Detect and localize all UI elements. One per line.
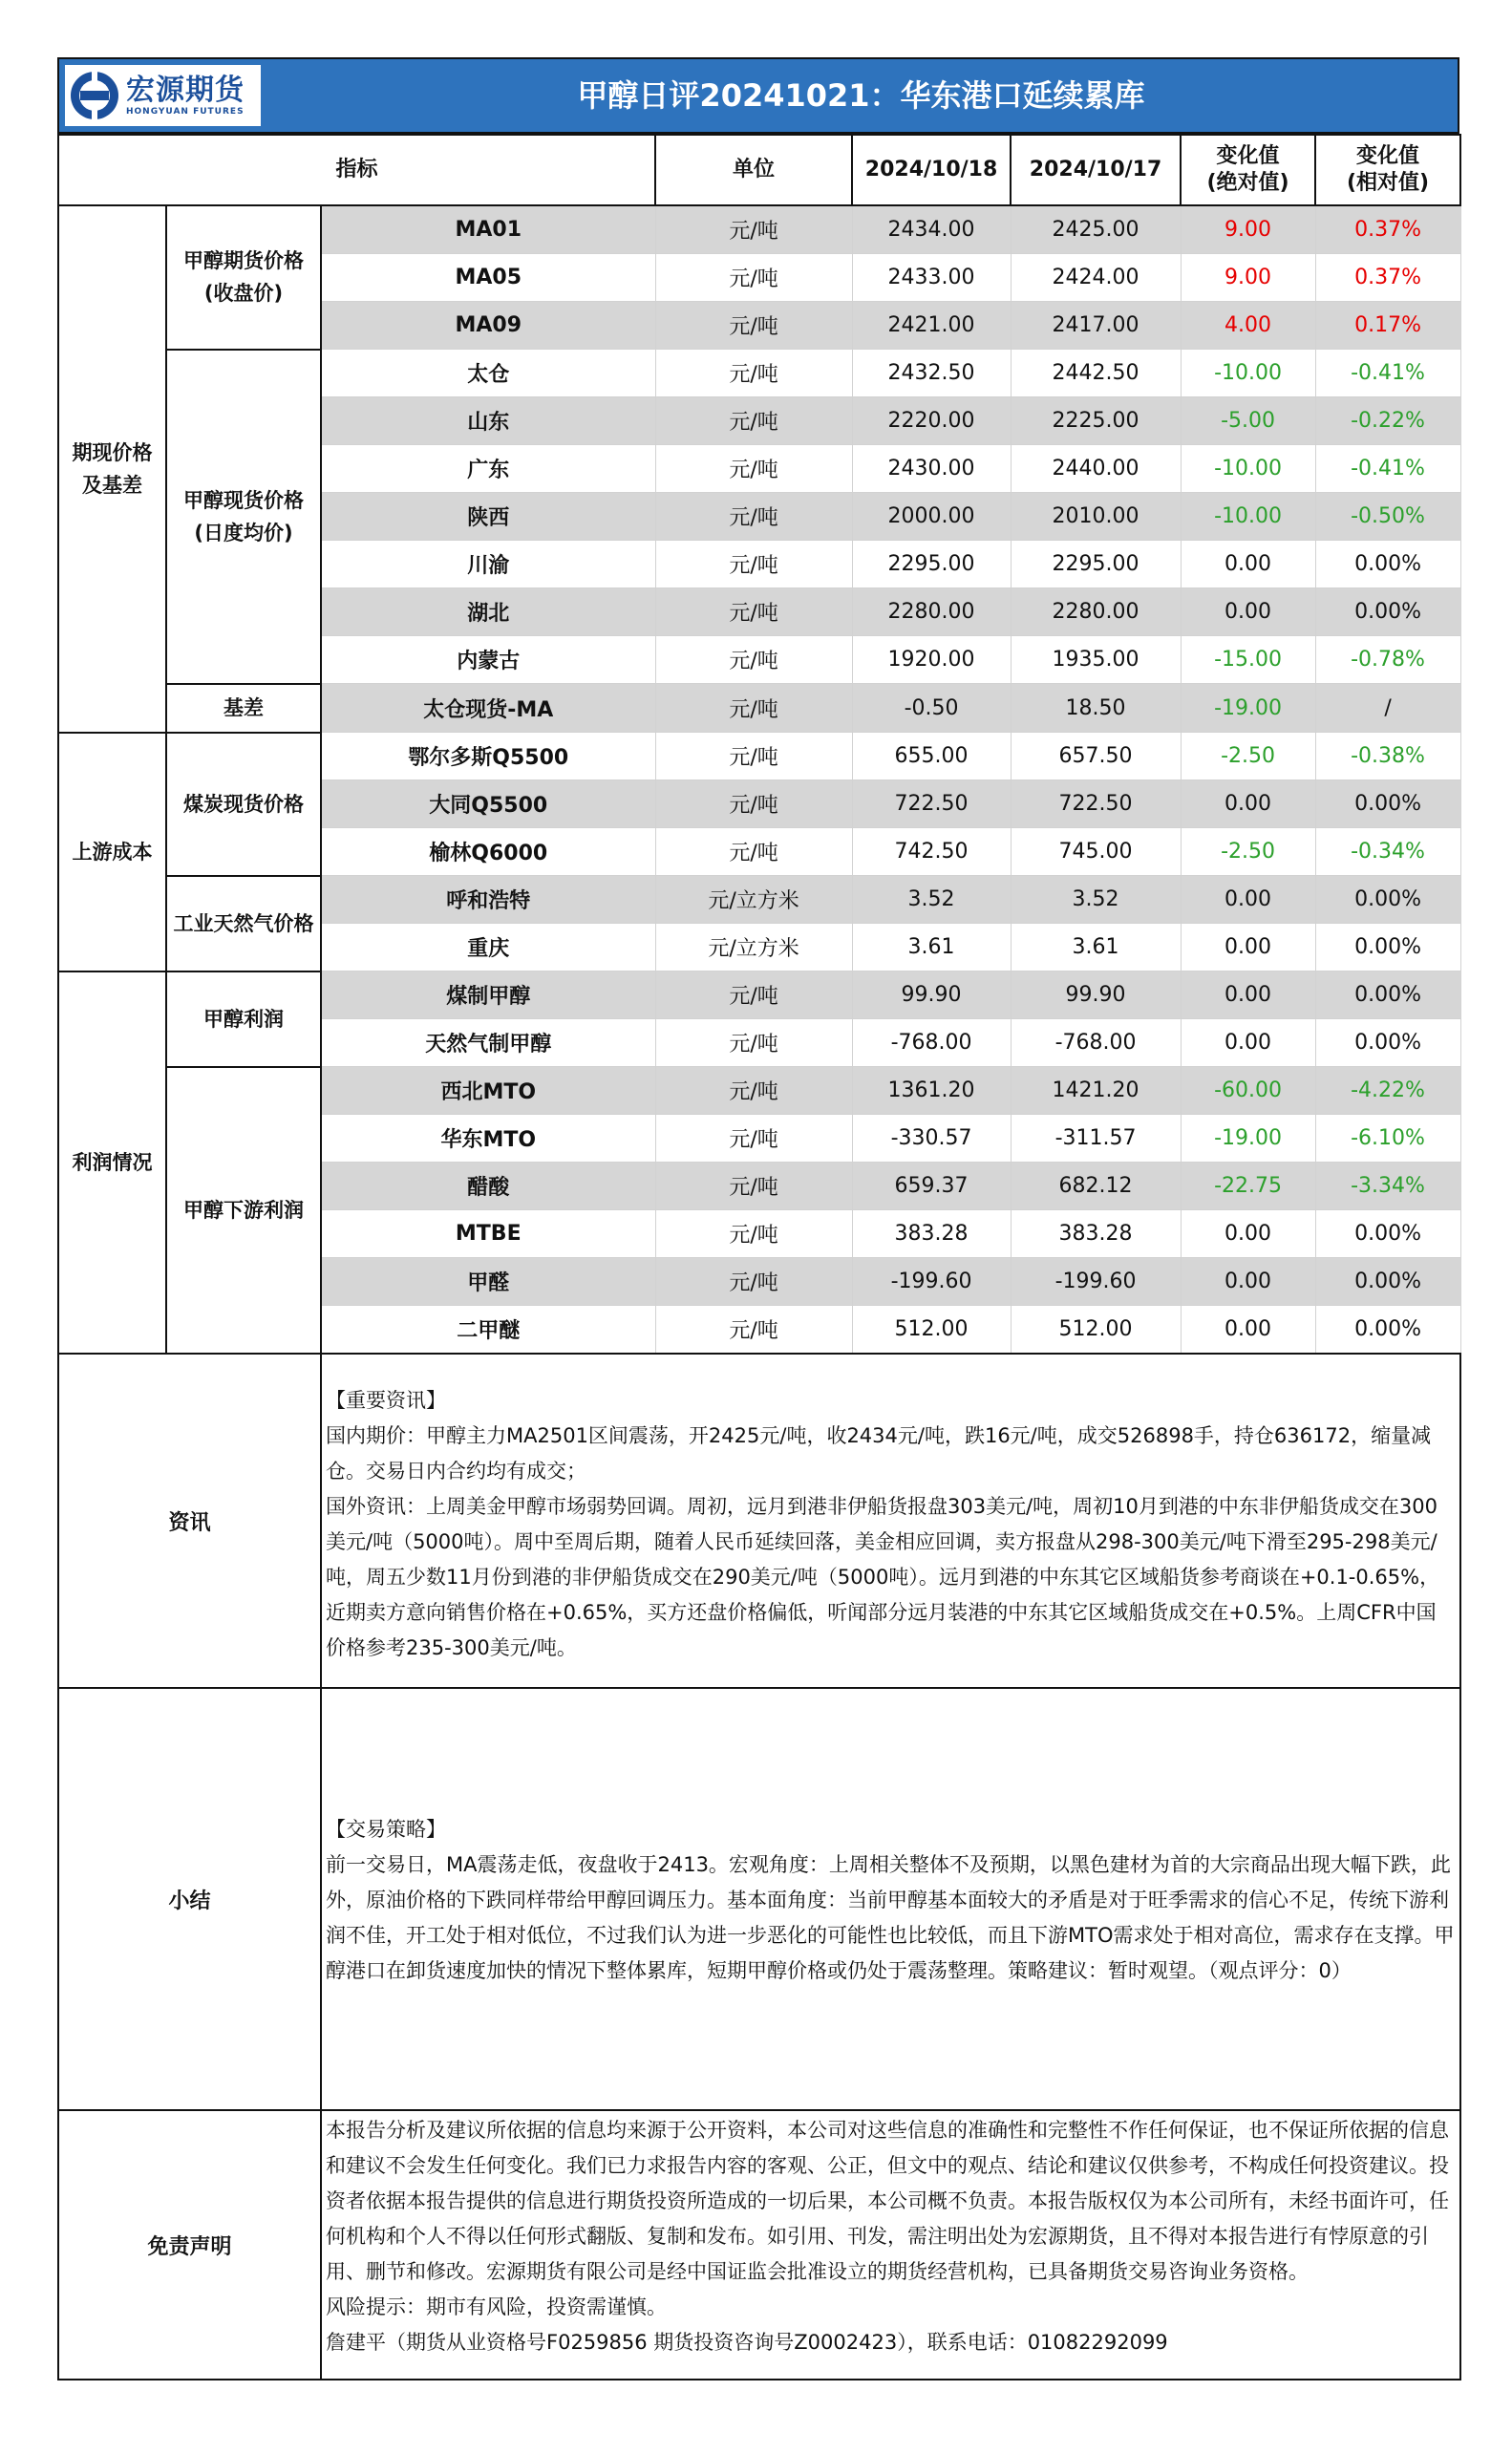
value-date1: 2421.00 [852, 302, 1011, 350]
value-date2: 2225.00 [1011, 397, 1181, 445]
disclaimer-content [321, 2110, 1460, 2380]
value-date2: 3.52 [1011, 876, 1181, 924]
value-date1: 722.50 [852, 780, 1011, 828]
unit-cell: 元/吨 [655, 254, 852, 302]
unit-cell: 元/吨 [655, 684, 852, 733]
value-date2: 18.50 [1011, 684, 1181, 733]
indicator-name: 太仓现货-MA [321, 684, 655, 733]
summary-content [321, 1688, 1460, 2110]
rel-change: -0.34% [1315, 828, 1460, 876]
value-date1: 2430.00 [852, 445, 1011, 493]
unit-cell: 元/吨 [655, 1210, 852, 1258]
value-date1: 2434.00 [852, 205, 1011, 254]
col-header-date2: 2024/10/17 [1011, 135, 1181, 205]
value-date1: 3.61 [852, 924, 1011, 971]
news-content [321, 1354, 1460, 1688]
indicator-name: 醋酸 [321, 1163, 655, 1210]
group-label: 基差 [166, 684, 321, 733]
value-date2: 1935.00 [1011, 636, 1181, 684]
table-row [58, 205, 1460, 254]
summary-heading: 【交易策略】 [326, 1817, 446, 1841]
unit-cell: 元/吨 [655, 733, 852, 780]
unit-cell: 元/吨 [655, 636, 852, 684]
rel-change: -6.10% [1315, 1115, 1460, 1163]
rel-change: 0.37% [1315, 205, 1460, 254]
rel-change: -3.34% [1315, 1163, 1460, 1210]
unit-cell: 元/吨 [655, 350, 852, 397]
value-date2: 2417.00 [1011, 302, 1181, 350]
abs-change: 0.00 [1181, 924, 1315, 971]
unit-cell: 元/吨 [655, 397, 852, 445]
indicator-name: MA01 [321, 205, 655, 254]
indicator-name: 华东MTO [321, 1115, 655, 1163]
indicator-name: 呼和浩特 [321, 876, 655, 924]
report-header [57, 57, 1459, 134]
value-date1: 2220.00 [852, 397, 1011, 445]
rel-change: 0.00% [1315, 1306, 1460, 1355]
indicator-name: 榆林Q6000 [321, 828, 655, 876]
disclaimer-paragraph: 本报告分析及建议所依据的信息均来源于公开资料，本公司对这些信息的准确性和完整性不作任何保证，也不保证所依据的信息和建议不会发生任何变化。我们已力求报告内容的客观、公正，但文中的观点、结论和建议仅供参考，不构成任何投资建议。投资者依据本报告提供的信息进行期货投资所造成的一切后果，本公司概不负责。本报告版权仅为本公司所有，未经书面许可，任何机构和个人不得以任何形式翻版、复制和发布。如引用、刊发，需注明出处为宏源期货，且不得对本报告进行有悖原意的引用、删节和修改。宏源期货有限公司是经中国证监会批准设立的期货经营机构，已具备期货交易咨询业务资格。 [326, 2119, 1449, 2283]
col-header-rel-change: 变化值 (相对值) [1315, 135, 1460, 205]
col-header-abs-change: 变化值 (绝对值) [1181, 135, 1315, 205]
unit-cell: 元/立方米 [655, 876, 852, 924]
rel-change: 0.00% [1315, 1210, 1460, 1258]
value-date2: 2280.00 [1011, 588, 1181, 636]
value-date1: 659.37 [852, 1163, 1011, 1210]
indicator-name: 重庆 [321, 924, 655, 971]
value-date2: 722.50 [1011, 780, 1181, 828]
abs-change: 0.00 [1181, 780, 1315, 828]
indicator-name: 陕西 [321, 493, 655, 541]
abs-change: -2.50 [1181, 828, 1315, 876]
rel-change: 0.00% [1315, 1019, 1460, 1067]
abs-change: -19.00 [1181, 684, 1315, 733]
abs-change: 4.00 [1181, 302, 1315, 350]
value-date2: 2425.00 [1011, 205, 1181, 254]
rel-change: -0.38% [1315, 733, 1460, 780]
indicator-name: 太仓 [321, 350, 655, 397]
news-label: 资讯 [58, 1354, 321, 1688]
indicator-name: 广东 [321, 445, 655, 493]
abs-change: 9.00 [1181, 205, 1315, 254]
unit-cell: 元/吨 [655, 1115, 852, 1163]
abs-change: 0.00 [1181, 971, 1315, 1019]
unit-cell: 元/吨 [655, 971, 852, 1019]
abs-change: -10.00 [1181, 493, 1315, 541]
value-date2: 512.00 [1011, 1306, 1181, 1355]
table-row [58, 876, 1460, 924]
abs-change: -22.75 [1181, 1163, 1315, 1210]
indicator-name: 湖北 [321, 588, 655, 636]
unit-cell: 元/吨 [655, 780, 852, 828]
col-header-indicator: 指标 [58, 135, 655, 205]
report-title: 甲醇日评20241021：华东港口延续累库 [577, 77, 1145, 114]
rel-change: 0.00% [1315, 588, 1460, 636]
rel-change: 0.17% [1315, 302, 1460, 350]
value-date1: 742.50 [852, 828, 1011, 876]
rel-change: -0.50% [1315, 493, 1460, 541]
value-date1: 2280.00 [852, 588, 1011, 636]
group-label: 甲醇下游利润 [166, 1067, 321, 1355]
indicator-name: 内蒙古 [321, 636, 655, 684]
indicator-name: MA09 [321, 302, 655, 350]
unit-cell: 元/吨 [655, 445, 852, 493]
logo-subtext: HONGYUAN FUTURES [126, 107, 245, 117]
hongyuan-logo-icon [69, 70, 120, 121]
logo-text: 宏源期货 [126, 74, 245, 107]
indicator-name: 鄂尔多斯Q5500 [321, 733, 655, 780]
report-sheet [57, 57, 1459, 2380]
news-heading: 【重要资讯】 [326, 1389, 446, 1412]
group-label: 工业天然气价格 [166, 876, 321, 971]
summary-label: 小结 [58, 1688, 321, 2110]
rel-change: 0.37% [1315, 254, 1460, 302]
rel-change: -0.22% [1315, 397, 1460, 445]
unit-cell: 元/吨 [655, 1067, 852, 1115]
abs-change: 9.00 [1181, 254, 1315, 302]
value-date1: 383.28 [852, 1210, 1011, 1258]
unit-cell: 元/吨 [655, 205, 852, 254]
unit-cell: 元/吨 [655, 1163, 852, 1210]
risk-warning: 风险提示：期市有风险，投资需谨慎。 [326, 2295, 667, 2318]
indicator-name: 大同Q5500 [321, 780, 655, 828]
abs-change: -2.50 [1181, 733, 1315, 780]
indicator-name: 山东 [321, 397, 655, 445]
value-date2: -199.60 [1011, 1258, 1181, 1306]
value-date1: -330.57 [852, 1115, 1011, 1163]
section-label: 利润情况 [58, 971, 166, 1355]
value-date1: 2295.00 [852, 541, 1011, 588]
abs-change: 0.00 [1181, 1019, 1315, 1067]
indicator-name: 西北MTO [321, 1067, 655, 1115]
company-logo [65, 65, 261, 126]
value-date2: 657.50 [1011, 733, 1181, 780]
indicator-name: 煤制甲醇 [321, 971, 655, 1019]
data-table [57, 134, 1461, 2380]
abs-change: -19.00 [1181, 1115, 1315, 1163]
value-date2: -311.57 [1011, 1115, 1181, 1163]
value-date2: 383.28 [1011, 1210, 1181, 1258]
indicator-name: 天然气制甲醇 [321, 1019, 655, 1067]
rel-change: 0.00% [1315, 876, 1460, 924]
summary-paragraph: 前一交易日，MA震荡走低，夜盘收于2413。宏观角度：上周相关整体不及预期，以黑色建材为首的大宗商品出现大幅下跌，此外，原油价格的下跌同样带给甲醇回调压力。基本面角度：当前甲醇基本面较大的矛盾是对于旺季需求的信心不足，传统下游利润不佳，开工处于相对低位，不过我们认为进一步恶化的可能性也比较低，而且下游MTO需求处于相对高位，需求存在支撑。甲醇港口在卸货速度加快的情况下整体累库，短期甲醇价格或仍处于震荡整理。策略建议：暂时观望。（观点评分：0） [326, 1852, 1455, 1982]
value-date1: 2000.00 [852, 493, 1011, 541]
rel-change: 0.00% [1315, 780, 1460, 828]
unit-cell: 元/吨 [655, 541, 852, 588]
indicator-name: 川渝 [321, 541, 655, 588]
unit-cell: 元/立方米 [655, 924, 852, 971]
unit-cell: 元/吨 [655, 1019, 852, 1067]
section-label: 期现价格 及基差 [58, 205, 166, 733]
abs-change: 0.00 [1181, 541, 1315, 588]
abs-change: -60.00 [1181, 1067, 1315, 1115]
value-date2: 2295.00 [1011, 541, 1181, 588]
col-header-date1: 2024/10/18 [852, 135, 1011, 205]
value-date1: 2432.50 [852, 350, 1011, 397]
value-date1: -199.60 [852, 1258, 1011, 1306]
col-header-unit: 单位 [655, 135, 852, 205]
rel-change: 0.00% [1315, 1258, 1460, 1306]
abs-change: 0.00 [1181, 1210, 1315, 1258]
value-date2: 2440.00 [1011, 445, 1181, 493]
value-date1: -0.50 [852, 684, 1011, 733]
value-date1: 655.00 [852, 733, 1011, 780]
news-paragraph-2: 国外资讯：上周美金甲醇市场弱势回调。周初，远月到港非伊船货报盘303美元/吨，周初10月到港的中东非伊船货成交在300美元/吨（5000吨）。周中至周后期，随着人民币延续回落，美金相应回调，卖方报盘从298-300美元/吨下滑至295-298美元/吨，周五少数11月份到港的非伊船货成交在290美元/吨（5000吨）。远月到港的中东其它区域船货参考商谈在+0.1-0.65%，近期卖方意向销售价格在+0.65%，买方还盘价格偏低，听闻部分远月装港的中东其它区域船货成交在+0.5%。上周CFR中国价格参考235-300美元/吨。 [326, 1495, 1440, 1659]
abs-change: -5.00 [1181, 397, 1315, 445]
analyst-info: 詹建平（期货从业资格号F0259856 期货投资咨询号Z0002423），联系电话：01082292099 [326, 2331, 1168, 2354]
group-label: 甲醇期货价格 (收盘价) [166, 205, 321, 350]
value-date2: 99.90 [1011, 971, 1181, 1019]
value-date1: -768.00 [852, 1019, 1011, 1067]
table-row [58, 733, 1460, 780]
abs-change: 0.00 [1181, 1258, 1315, 1306]
indicator-name: MA05 [321, 254, 655, 302]
abs-change: 0.00 [1181, 876, 1315, 924]
unit-cell: 元/吨 [655, 1306, 852, 1355]
rel-change: 0.00% [1315, 541, 1460, 588]
table-row [58, 684, 1460, 733]
news-paragraph-1: 国内期价：甲醇主力MA2501区间震荡，开2425元/吨，收2434元/吨，跌16元/吨，成交526898手，持仓636172，缩量减仓。交易日内合约均有成交； [326, 1424, 1432, 1483]
unit-cell: 元/吨 [655, 828, 852, 876]
unit-cell: 元/吨 [655, 1258, 852, 1306]
rel-change: -4.22% [1315, 1067, 1460, 1115]
value-date1: 2433.00 [852, 254, 1011, 302]
abs-change: -15.00 [1181, 636, 1315, 684]
unit-cell: 元/吨 [655, 493, 852, 541]
value-date2: 2010.00 [1011, 493, 1181, 541]
rel-change: 0.00% [1315, 971, 1460, 1019]
value-date1: 512.00 [852, 1306, 1011, 1355]
value-date2: 3.61 [1011, 924, 1181, 971]
rel-change: -0.41% [1315, 445, 1460, 493]
table-row [58, 350, 1460, 397]
value-date1: 1920.00 [852, 636, 1011, 684]
value-date1: 1361.20 [852, 1067, 1011, 1115]
value-date2: -768.00 [1011, 1019, 1181, 1067]
value-date1: 3.52 [852, 876, 1011, 924]
rel-change: 0.00% [1315, 924, 1460, 971]
abs-change: 0.00 [1181, 588, 1315, 636]
value-date2: 745.00 [1011, 828, 1181, 876]
value-date2: 1421.20 [1011, 1067, 1181, 1115]
value-date2: 2442.50 [1011, 350, 1181, 397]
disclaimer-label: 免责声明 [58, 2110, 321, 2380]
value-date2: 682.12 [1011, 1163, 1181, 1210]
unit-cell: 元/吨 [655, 302, 852, 350]
table-row [58, 1067, 1460, 1115]
rel-change: -0.41% [1315, 350, 1460, 397]
value-date1: 99.90 [852, 971, 1011, 1019]
group-label: 甲醇现货价格 (日度均价) [166, 350, 321, 684]
abs-change: -10.00 [1181, 445, 1315, 493]
group-label: 甲醇利润 [166, 971, 321, 1067]
abs-change: 0.00 [1181, 1306, 1315, 1355]
section-label: 上游成本 [58, 733, 166, 971]
indicator-name: 甲醛 [321, 1258, 655, 1306]
value-date2: 2424.00 [1011, 254, 1181, 302]
group-label: 煤炭现货价格 [166, 733, 321, 876]
abs-change: -10.00 [1181, 350, 1315, 397]
indicator-name: 二甲醚 [321, 1306, 655, 1355]
unit-cell: 元/吨 [655, 588, 852, 636]
rel-change: / [1315, 684, 1460, 733]
rel-change: -0.78% [1315, 636, 1460, 684]
table-row [58, 971, 1460, 1019]
indicator-name: MTBE [321, 1210, 655, 1258]
